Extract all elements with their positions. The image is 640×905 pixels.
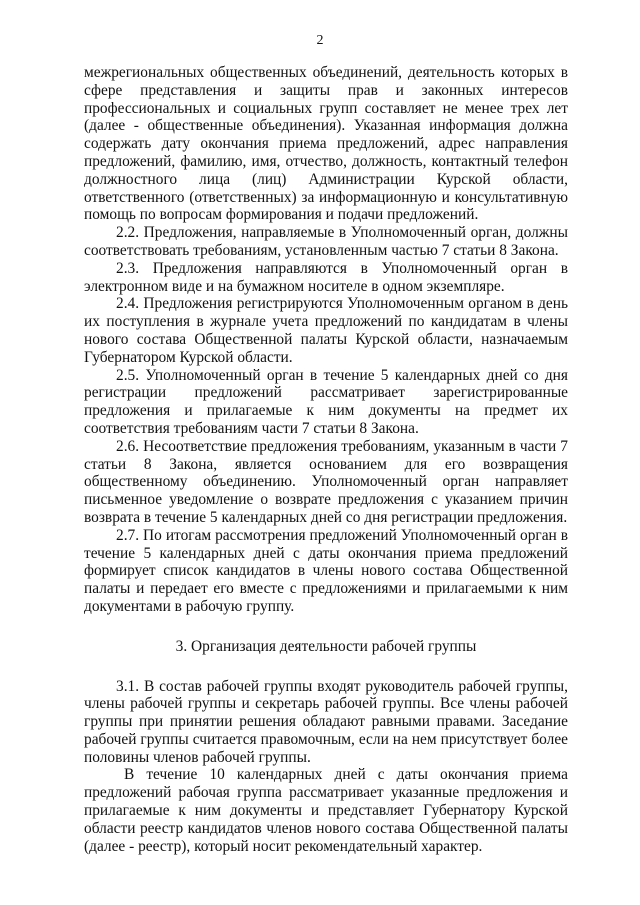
paragraph-2-6: 2.6. Несоответствие предложения требованиям, указанным в части 7 статьи 8 Закона, является основанием для его возвращения общественному объединению. Уполномоченный орган направляет письменное уведомление о возврате предложения с указанием причин возврата в течение 5 календарных дней со дня регистрации предложения. [84, 437, 568, 526]
paragraph-3-1: 3.1. В состав рабочей группы входят руководитель рабочей группы, члены рабочей группы и секретарь рабочей группы. Все члены рабочей группы при принятии решения обладают равными правами. Заседание рабочей группы считается правомочным, если на нем присутствует более половины членов рабочей группы. [84, 677, 568, 766]
paragraph-2-2: 2.2. Предложения, направляемые в Уполномоченный орган, должны соответствовать требованиям, установленным частью 7 статьи 8 Закона. [84, 224, 568, 259]
paragraph-continuation: межрегиональных общественных объединений, деятельность которых в сфере представления и защиты прав и законных интересов профессиональных и социальных групп составляет не менее трех лет (далее - общественные объединения). Указанная информация должна содержать дату окончания приема предложений, адрес направления предложений, фамилию, имя, отчество, должность, контактный телефон должностного лица (лиц) Администрации Курской области, ответственного (ответственных) за информационную и консультативную помощь по вопросам формирования и подачи предложений. [84, 64, 568, 224]
paragraph-2-5: 2.5. Уполномоченный орган в течение 5 календарных дней со дня регистрации предложений рассматривает зарегистрированные предложения и прилагаемые к ним документы на предмет их соответствия требованиям части 7 статьи 8 Закона. [84, 366, 568, 437]
paragraph-2-3: 2.3. Предложения направляются в Уполномоченный орган в электронном виде и на бумажном носителе в одном экземпляре. [84, 259, 568, 295]
section-heading: 3. Организация деятельности рабочей группы [175, 637, 477, 655]
paragraph-2-4: 2.4. Предложения регистрируются Уполномоченным органом в день их поступления в журнале учета предложений по кандидатам в члены нового состава Общественной палаты Курской области, назначаемым Губернатором Курской области. [84, 295, 568, 366]
document-body [84, 64, 568, 855]
paragraph-2-7: 2.7. По итогам рассмотрения предложений Уполномоченный орган в течение 5 календарных дней с даты окончания приема предложений формирует список кандидатов в члены нового состава Общественной палаты и передает его вместе с предложениями и прилагаемыми к ним документами в рабочую группу. [84, 526, 568, 615]
page-number: 2 [316, 33, 324, 48]
paragraph-3-1-continuation: В течение 10 календарных дней с даты окончания приема предложений рабочая группа рассматривает указанные предложения и прилагаемые к ним документы и представляет Губернатору Курской области реестр кандидатов членов нового состава Общественной палаты (далее - реестр), который носит рекомендательный характер. [84, 766, 568, 855]
